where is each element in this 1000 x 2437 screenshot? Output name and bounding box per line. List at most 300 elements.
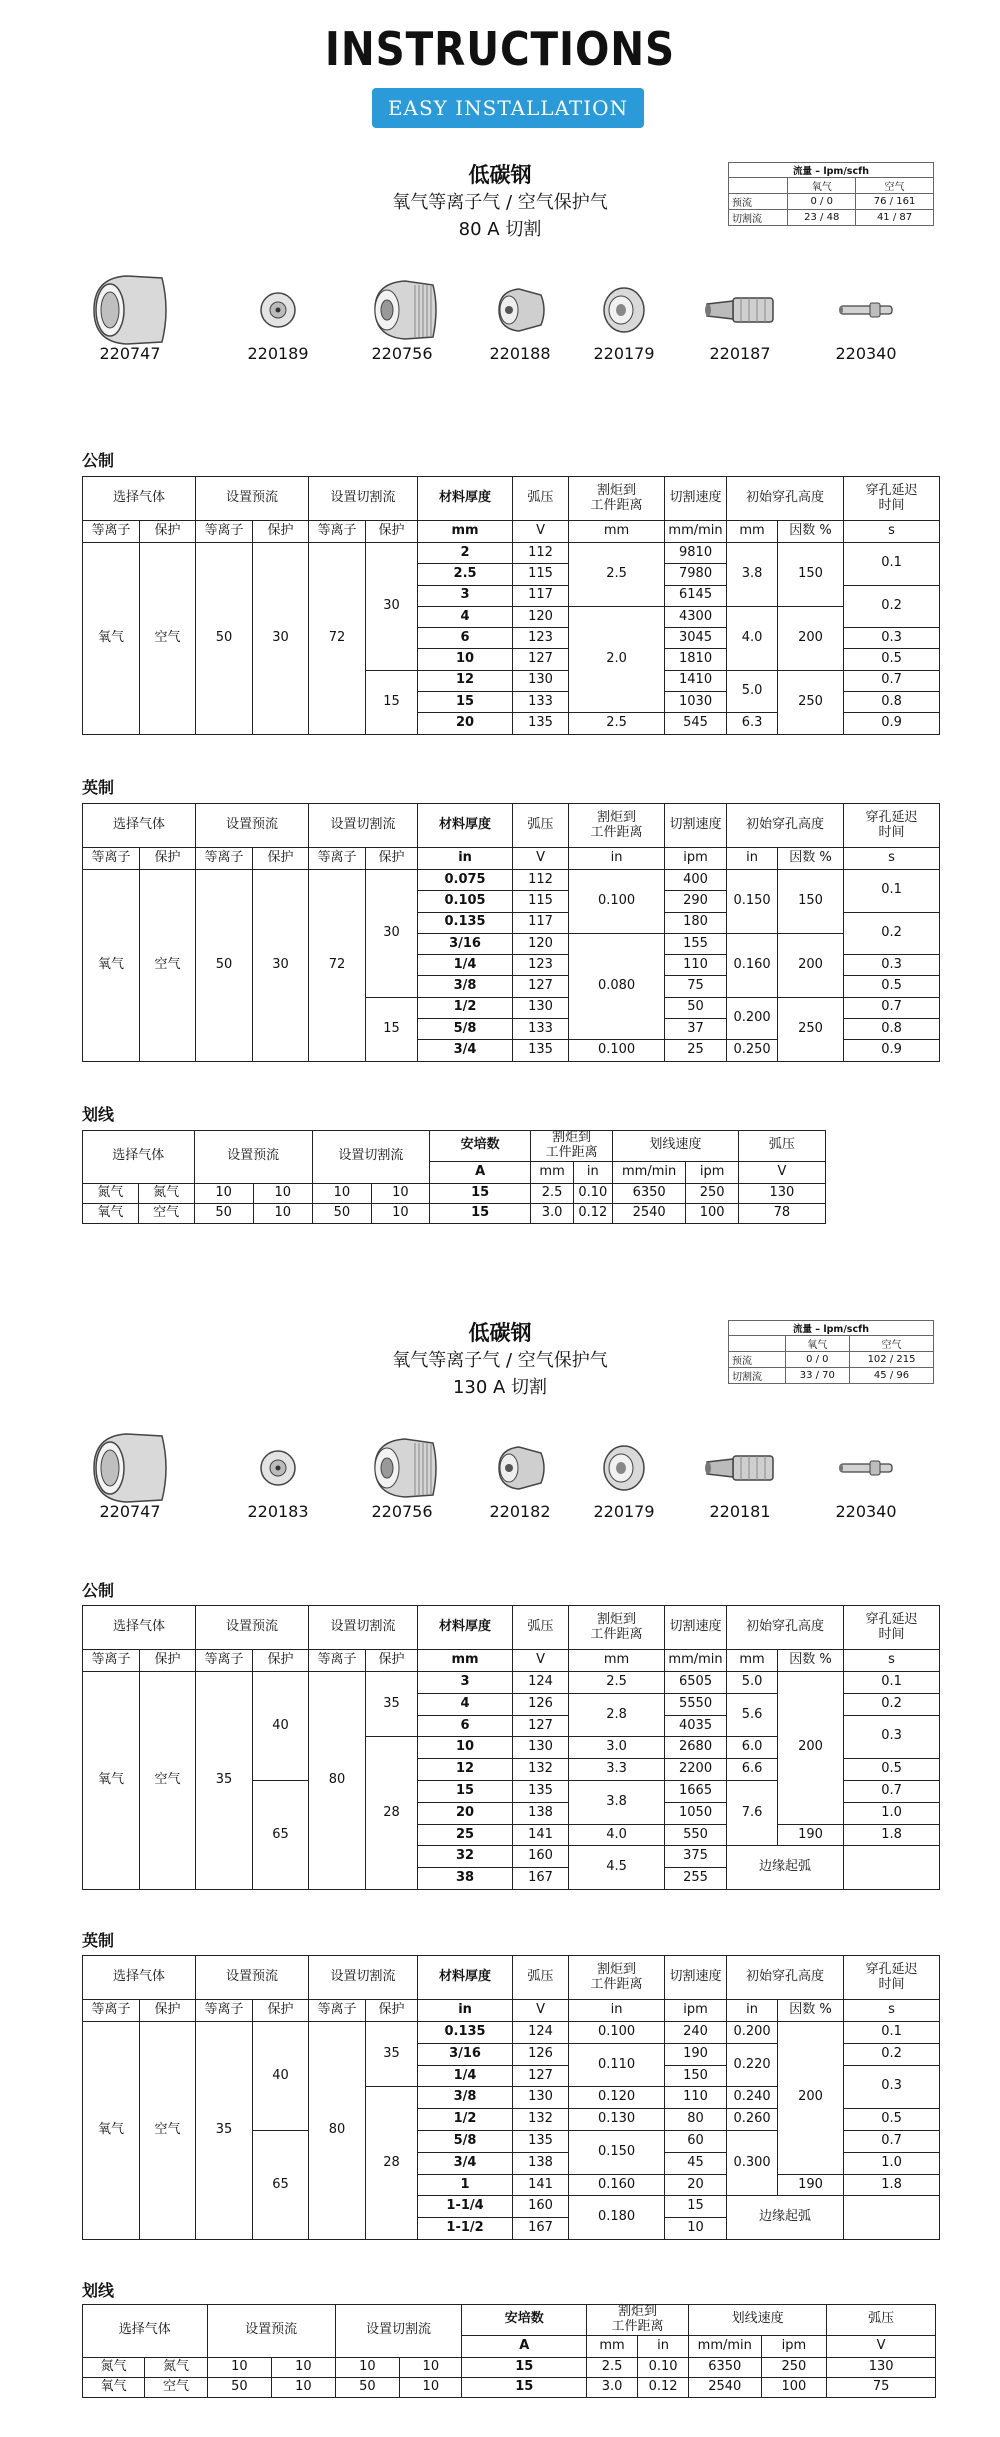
pierce-height-cell: 0.240 — [727, 2087, 778, 2109]
torch-distance-cell: 0.080 — [569, 933, 665, 1039]
unit-header: 等离子 — [196, 2000, 253, 2022]
part-number: 220340 — [835, 344, 897, 363]
cut-speed-cell: 400 — [665, 870, 727, 891]
unit-header: mm — [418, 1650, 513, 1672]
unit-header: in — [727, 848, 778, 870]
column-header: 割炬到 工件距离 — [569, 1606, 665, 1650]
cut-speed-cell: 155 — [665, 933, 727, 954]
column-header: 设置预流 — [196, 1956, 309, 2000]
part-number: 220340 — [835, 1502, 897, 1521]
torch-part-icon — [601, 1443, 647, 1493]
unit-header: 保护 — [253, 2000, 309, 2022]
thickness-cell: 12 — [418, 1759, 513, 1781]
marking-cell: 氮气 — [138, 1183, 194, 1203]
thickness-cell: 4 — [418, 1693, 513, 1715]
marking-cell: 0.10 — [573, 1183, 612, 1203]
column-header: 材料厚度 — [418, 477, 513, 521]
thickness-cell: 3 — [418, 1672, 513, 1694]
pierce-delay-cell: 1.8 — [844, 2174, 940, 2196]
cut-speed-cell: 3045 — [665, 628, 727, 649]
gas-cell: 空气 — [140, 2022, 196, 2240]
marking-cell: 10 — [207, 2357, 272, 2377]
cut-speed-cell: 10 — [665, 2218, 727, 2240]
cut-speed-cell: 60 — [665, 2130, 727, 2152]
gas-cell: 氧气 — [83, 2022, 140, 2240]
pierce-delay-cell: 0.2 — [844, 585, 940, 628]
thickness-cell: 3/4 — [418, 1040, 513, 1061]
marking-cell: 氮气 — [83, 2357, 145, 2377]
flow-value: 72 — [309, 870, 366, 1062]
arc-voltage-cell: 127 — [513, 976, 569, 997]
marking-cell: 0.12 — [573, 1203, 612, 1223]
unit-header: A — [429, 1161, 531, 1183]
arc-voltage-cell: 130 — [513, 2087, 569, 2109]
gas-subtitle: 氧气等离子气 / 空气保护气 — [392, 1350, 608, 1372]
marking-cell: 15 — [429, 1203, 531, 1223]
flow-cell: 空气 — [856, 178, 934, 194]
unit-header: 等离子 — [83, 2000, 140, 2022]
thickness-cell: 0.075 — [418, 870, 513, 891]
arc-voltage-cell: 133 — [513, 692, 569, 713]
arc-voltage-cell: 115 — [513, 891, 569, 912]
easy-installation-badge: EASY INSTALLATION — [372, 88, 644, 128]
cut-speed-cell: 110 — [665, 2087, 727, 2109]
gas-subtitle: 氧气等离子气 / 空气保护气 — [392, 192, 608, 214]
arc-voltage-cell: 135 — [513, 1780, 569, 1802]
column-header: 设置切割流 — [309, 477, 418, 521]
pierce-delay-cell: 0.3 — [844, 2065, 940, 2109]
thickness-cell: 25 — [418, 1824, 513, 1846]
part-number: 220747 — [99, 1502, 161, 1521]
arc-voltage-cell: 112 — [513, 543, 569, 564]
flow-cell: 预流 — [729, 194, 788, 210]
pierce-delay-cell: 0.7 — [844, 997, 940, 1018]
gas-cell: 空气 — [140, 870, 196, 1062]
arc-voltage-cell: 160 — [513, 1846, 569, 1868]
unit-header: mm — [569, 521, 665, 543]
column-header: 设置切割流 — [335, 2305, 462, 2358]
cut-speed-cell: 2200 — [665, 1759, 727, 1781]
thickness-cell: 6 — [418, 1715, 513, 1737]
pierce-delay-cell: 0.3 — [844, 628, 940, 649]
unit-header: 因数 % — [778, 521, 844, 543]
column-header: 设置切割流 — [309, 1956, 418, 2000]
arc-voltage-cell: 160 — [513, 2196, 569, 2218]
column-header: 材料厚度 — [418, 1606, 513, 1650]
column-header: 材料厚度 — [418, 1956, 513, 2000]
torch-part-icon — [258, 1448, 298, 1488]
marking-cell: 78 — [738, 1203, 825, 1223]
torch-part-icon — [703, 1448, 777, 1488]
column-header: 穿孔延迟 时间 — [844, 477, 940, 521]
column-header: 设置预流 — [207, 2305, 335, 2358]
torch-distance-cell: 0.150 — [569, 2130, 665, 2174]
marking-cell: 50 — [194, 1203, 253, 1223]
unit-header: V — [513, 1650, 569, 1672]
imperial_label-group-label: 英制 — [82, 1931, 115, 1950]
unit-header: 保护 — [253, 848, 309, 870]
thickness-cell: 15 — [418, 692, 513, 713]
pierce-height-cell: 6.6 — [727, 1759, 778, 1781]
column-header: 切割速度 — [665, 1606, 727, 1650]
flow-cell: 空气 — [850, 1336, 934, 1352]
amperage-label: 130 A 切割 — [452, 1376, 548, 1398]
arc-voltage-cell: 138 — [513, 1802, 569, 1824]
flow-value: 35 — [196, 1672, 253, 1890]
flow-cell: 切割流 — [729, 210, 788, 226]
torch-part-icon — [365, 1433, 439, 1503]
marking-cell: 50 — [207, 2377, 272, 2397]
pierce-height-cell: 5.0 — [727, 1672, 778, 1694]
column-header: 切割速度 — [665, 804, 727, 848]
column-header: 弧压 — [513, 1956, 569, 2000]
arc-voltage-cell: 124 — [513, 2022, 569, 2044]
cut-speed-cell: 25 — [665, 1040, 727, 1061]
edge-start-cell: 边缘起弧 — [727, 2196, 844, 2240]
unit-header: s — [844, 521, 940, 543]
unit-header: mm — [531, 1161, 573, 1183]
marking-cell: 10 — [272, 2357, 335, 2377]
column-header: 割炬到 工件距离 — [569, 477, 665, 521]
unit-header: 等离子 — [196, 521, 253, 543]
pierce-delay-cell: 0.2 — [844, 2043, 940, 2065]
marking-cell: 15 — [429, 1183, 531, 1203]
arc-voltage-cell: 112 — [513, 870, 569, 891]
torch-part-icon — [836, 1457, 896, 1479]
edge-start-cell: 边缘起弧 — [727, 1846, 844, 1890]
pierce-factor-cell: 200 — [778, 1672, 844, 1825]
torch-distance-cell: 4.0 — [569, 1824, 665, 1846]
imperial-cut-table — [82, 1955, 940, 2240]
column-header: 设置切割流 — [309, 804, 418, 848]
thickness-cell: 0.105 — [418, 891, 513, 912]
marking_label-group-label: 划线 — [82, 2281, 115, 2300]
flow-cell: 45 / 96 — [850, 1368, 934, 1384]
unit-header: mm/min — [665, 1650, 727, 1672]
arc-voltage-cell: 130 — [513, 997, 569, 1018]
thickness-cell: 20 — [418, 713, 513, 734]
cut-speed-cell: 290 — [665, 891, 727, 912]
material-title: 低碳钢 — [468, 163, 532, 187]
marking-cell: 6350 — [612, 1183, 686, 1203]
unit-header: V — [513, 848, 569, 870]
column-header: 安培数 — [462, 2305, 587, 2336]
unit-header: s — [844, 1650, 940, 1672]
flow-caption: 流量 – lpm/scfh — [729, 1321, 934, 1336]
flow-value: 65 — [253, 1780, 309, 1889]
pierce-factor-cell: 150 — [778, 870, 844, 934]
pierce-delay-cell — [844, 2196, 940, 2240]
torch-part — [365, 1433, 439, 1521]
marking-cell: 130 — [738, 1183, 825, 1203]
marking-cell: 15 — [462, 2357, 587, 2377]
unit-header: 保护 — [253, 1650, 309, 1672]
marking-cell: 15 — [462, 2377, 587, 2397]
unit-header: 保护 — [140, 1650, 196, 1672]
torch-distance-cell: 2.8 — [569, 1693, 665, 1737]
metric_label-group-label: 公制 — [82, 451, 115, 470]
thickness-cell: 3/16 — [418, 2043, 513, 2065]
thickness-cell: 2.5 — [418, 564, 513, 585]
marking-cell: 2540 — [689, 2377, 761, 2397]
cut-speed-cell: 375 — [665, 1846, 727, 1868]
pierce-height-cell: 4.0 — [727, 606, 778, 670]
thickness-cell: 3/4 — [418, 2152, 513, 2174]
torch-distance-cell: 0.180 — [569, 2196, 665, 2240]
thickness-cell: 20 — [418, 1802, 513, 1824]
cut-speed-cell: 545 — [665, 713, 727, 734]
marking_label-group-label: 划线 — [82, 1105, 115, 1124]
pierce-delay-cell: 0.8 — [844, 1019, 940, 1040]
column-header: 设置预流 — [196, 1606, 309, 1650]
flow-value: 50 — [196, 543, 253, 735]
column-header: 材料厚度 — [418, 804, 513, 848]
pierce-factor-cell: 190 — [778, 2174, 844, 2196]
page-title: INSTRUCTIONS — [324, 22, 676, 76]
arc-voltage-cell: 117 — [513, 585, 569, 606]
column-header: 初始穿孔高度 — [727, 1956, 844, 2000]
torch-distance-cell: 0.100 — [569, 1040, 665, 1061]
column-header: 设置预流 — [196, 477, 309, 521]
thickness-cell: 10 — [418, 1737, 513, 1759]
column-header: 设置预流 — [196, 804, 309, 848]
torch-distance-cell: 4.5 — [569, 1846, 665, 1890]
unit-header: 保护 — [366, 1650, 418, 1672]
column-header: 切割速度 — [665, 1956, 727, 2000]
marking-cell: 250 — [686, 1183, 738, 1203]
flow-value: 30 — [253, 870, 309, 1062]
torch-distance-cell: 2.0 — [569, 606, 665, 712]
pierce-delay-cell: 0.3 — [844, 1715, 940, 1759]
torch-part — [489, 1439, 551, 1521]
part-number: 220183 — [247, 1502, 309, 1521]
pierce-height-cell: 6.0 — [727, 1737, 778, 1759]
unit-header: ipm — [761, 2335, 827, 2357]
pierce-height-cell: 0.250 — [727, 1040, 778, 1061]
flow-caption: 流量 – lpm/scfh — [729, 163, 934, 178]
unit-header: 保护 — [140, 848, 196, 870]
column-header: 设置切割流 — [312, 1131, 429, 1184]
unit-header: 保护 — [140, 2000, 196, 2022]
pierce-factor-cell: 150 — [778, 543, 844, 607]
unit-header: in — [573, 1161, 612, 1183]
part-number: 220181 — [709, 1502, 771, 1521]
unit-header: 因数 % — [778, 848, 844, 870]
cut-speed-cell: 4300 — [665, 606, 727, 627]
marking-cell: 氧气 — [83, 2377, 145, 2397]
unit-header: s — [844, 848, 940, 870]
part-number: 220187 — [709, 344, 771, 363]
unit-header: in — [418, 2000, 513, 2022]
thickness-cell: 3 — [418, 585, 513, 606]
marking-cell: 2.5 — [587, 2357, 638, 2377]
column-header: 选择气体 — [83, 1606, 196, 1650]
column-header: 选择气体 — [83, 2305, 208, 2358]
cut-speed-cell: 45 — [665, 2152, 727, 2174]
cut-speed-cell: 240 — [665, 2022, 727, 2044]
unit-header: in — [638, 2335, 689, 2357]
column-header: 割炬到 工件距离 — [569, 804, 665, 848]
torch-part — [703, 1448, 777, 1521]
column-header: 选择气体 — [83, 477, 196, 521]
pierce-delay-cell: 0.5 — [844, 1759, 940, 1781]
arc-voltage-cell: 120 — [513, 933, 569, 954]
part-number: 220747 — [99, 344, 161, 363]
column-header: 选择气体 — [83, 804, 196, 848]
marking-cell: 10 — [371, 1203, 429, 1223]
unit-header: mm — [569, 1650, 665, 1672]
flow-cell — [729, 1336, 786, 1352]
unit-header: 等离子 — [196, 848, 253, 870]
cut-speed-cell: 7980 — [665, 564, 727, 585]
metric_label-group-label: 公制 — [82, 1581, 115, 1600]
thickness-cell: 6 — [418, 628, 513, 649]
column-header: 割炬到 工件距离 — [531, 1131, 612, 1162]
pierce-delay-cell: 0.2 — [844, 912, 940, 955]
column-header: 初始穿孔高度 — [727, 477, 844, 521]
arc-voltage-cell: 135 — [513, 2130, 569, 2152]
arc-voltage-cell: 133 — [513, 1019, 569, 1040]
unit-header: 等离子 — [309, 1650, 366, 1672]
marking-cell: 空气 — [145, 2377, 207, 2397]
arc-voltage-cell: 127 — [513, 649, 569, 670]
cut-speed-cell: 20 — [665, 2174, 727, 2196]
marking-cell: 10 — [400, 2357, 462, 2377]
thickness-cell: 0.135 — [418, 2022, 513, 2044]
unit-header: mm — [727, 1650, 778, 1672]
torch-distance-cell: 0.130 — [569, 2109, 665, 2131]
torch-part — [88, 1426, 172, 1521]
cut-speed-cell: 4035 — [665, 1715, 727, 1737]
pierce-factor-cell: 200 — [778, 606, 844, 670]
pierce-delay-cell: 1.8 — [844, 1824, 940, 1846]
flow-value: 35 — [366, 2022, 418, 2087]
flow-cell: 102 / 215 — [850, 1352, 934, 1368]
flow-cell: 氧气 — [785, 1336, 849, 1352]
flow-row — [729, 1352, 934, 1368]
pierce-height-cell: 0.160 — [727, 933, 778, 997]
marking-cell: 50 — [312, 1203, 371, 1223]
thickness-cell: 1/4 — [418, 955, 513, 976]
flow-cell: 23 / 48 — [788, 210, 856, 226]
unit-header: 因数 % — [778, 2000, 844, 2022]
unit-header: 等离子 — [309, 521, 366, 543]
arc-voltage-cell: 167 — [513, 2218, 569, 2240]
pierce-delay-cell: 0.5 — [844, 976, 940, 997]
flow-value: 30 — [366, 870, 418, 998]
marking-cell: 3.0 — [587, 2377, 638, 2397]
flow-value: 30 — [366, 543, 418, 671]
thickness-cell: 5/8 — [418, 2130, 513, 2152]
marking-cell: 空气 — [138, 1203, 194, 1223]
header-row — [83, 1606, 940, 1650]
thickness-cell: 32 — [418, 1846, 513, 1868]
flow-cell: 切割流 — [729, 1368, 786, 1384]
marking-cell: 10 — [400, 2377, 462, 2397]
cut-speed-cell: 5550 — [665, 1693, 727, 1715]
marking-cell: 10 — [371, 1183, 429, 1203]
table-row — [83, 2357, 936, 2377]
part-number: 220756 — [371, 1502, 433, 1521]
cut-speed-cell: 110 — [665, 955, 727, 976]
column-header: 弧压 — [513, 804, 569, 848]
marking-cell: 0.12 — [638, 2377, 689, 2397]
column-header: 弧压 — [738, 1131, 825, 1162]
pierce-delay-cell: 0.3 — [844, 955, 940, 976]
marking-table — [82, 2304, 936, 2398]
pierce-delay-cell: 0.5 — [844, 649, 940, 670]
unit-header: s — [844, 2000, 940, 2022]
thickness-cell: 1/2 — [418, 997, 513, 1018]
cut-speed-cell: 1810 — [665, 649, 727, 670]
flow-cell: 0 / 0 — [788, 194, 856, 210]
gas-cell: 氧气 — [83, 1672, 140, 1890]
unit-header: ipm — [665, 848, 727, 870]
cut-speed-cell: 2680 — [665, 1737, 727, 1759]
unit-header: 等离子 — [196, 1650, 253, 1672]
flow-cell: 0 / 0 — [785, 1352, 849, 1368]
flow-value: 15 — [366, 997, 418, 1061]
unit-header: mm — [727, 521, 778, 543]
unit-header: in — [569, 848, 665, 870]
cut-speed-cell: 1030 — [665, 692, 727, 713]
pierce-delay-cell: 0.9 — [844, 713, 940, 734]
thickness-cell: 10 — [418, 649, 513, 670]
unit-header: 保护 — [253, 521, 309, 543]
pierce-height-cell: 0.200 — [727, 2022, 778, 2044]
table-row — [83, 1672, 940, 1694]
flow-value: 35 — [196, 2022, 253, 2240]
pierce-delay-cell: 1.0 — [844, 2152, 940, 2174]
pierce-factor-cell: 250 — [778, 670, 844, 734]
column-header: 穿孔延迟 时间 — [844, 1606, 940, 1650]
marking-cell: 氮气 — [145, 2357, 207, 2377]
pierce-factor-cell: 250 — [778, 997, 844, 1061]
marking-cell: 130 — [827, 2357, 936, 2377]
unit-header: 等离子 — [309, 2000, 366, 2022]
thickness-cell: 2 — [418, 543, 513, 564]
pierce-delay-cell — [844, 1846, 940, 1890]
column-header: 割炬到 工件距离 — [569, 1956, 665, 2000]
part-number: 220182 — [489, 1502, 551, 1521]
cut-speed-cell: 255 — [665, 1868, 727, 1890]
unit-header: 等离子 — [83, 848, 140, 870]
pierce-delay-cell: 1.0 — [844, 1802, 940, 1824]
arc-voltage-cell: 141 — [513, 2174, 569, 2196]
part-number: 220756 — [371, 344, 433, 363]
marking-cell: 氧气 — [83, 1203, 139, 1223]
cut-speed-cell: 1665 — [665, 1780, 727, 1802]
unit-header: V — [513, 521, 569, 543]
marking-cell: 2540 — [612, 1203, 686, 1223]
pierce-factor-cell: 190 — [778, 1824, 844, 1846]
cut-speed-cell: 37 — [665, 1019, 727, 1040]
arc-voltage-cell: 132 — [513, 1759, 569, 1781]
flow-value: 28 — [366, 2087, 418, 2240]
thickness-cell: 1/4 — [418, 2065, 513, 2087]
pierce-delay-cell: 0.7 — [844, 2130, 940, 2152]
thickness-cell: 5/8 — [418, 1019, 513, 1040]
metric-cut-table — [82, 1605, 940, 1890]
torch-distance-cell: 3.0 — [569, 1737, 665, 1759]
flow-value: 80 — [309, 2022, 366, 2240]
header-row — [83, 1956, 940, 2000]
arc-voltage-cell: 135 — [513, 1040, 569, 1061]
column-header: 划线速度 — [612, 1131, 738, 1162]
column-header: 初始穿孔高度 — [727, 1606, 844, 1650]
unit-header: 保护 — [366, 2000, 418, 2022]
cut-speed-cell: 550 — [665, 1824, 727, 1846]
